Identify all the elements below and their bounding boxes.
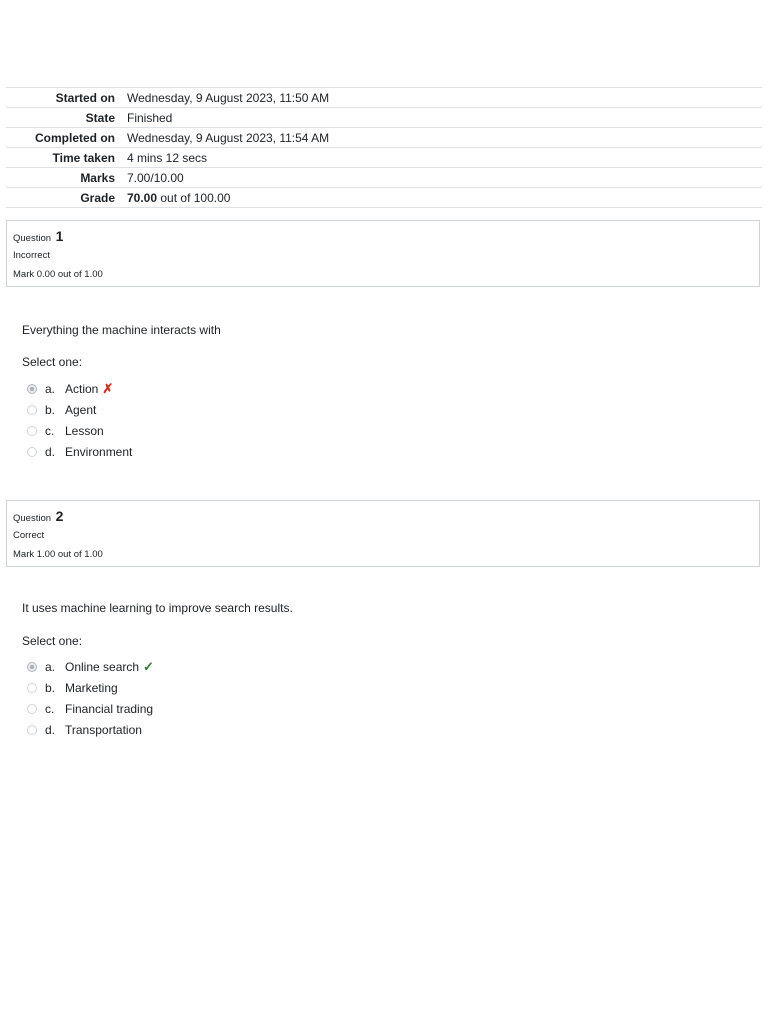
question-number-value: 1: [55, 228, 64, 244]
option-letter: a.: [45, 660, 56, 674]
question-1-prompt: Select one:: [22, 355, 83, 369]
question-2-info: [6, 500, 760, 567]
radio-button[interactable]: [27, 683, 37, 693]
radio-button[interactable]: [27, 405, 37, 415]
question-2-option-b[interactable]: [27, 679, 118, 697]
option-text: Action: [65, 382, 99, 396]
option-letter: b.: [45, 403, 56, 417]
grade-out-of: out of 100.00: [160, 190, 231, 205]
option-letter: d.: [45, 445, 56, 459]
question-1-text: Everything the machine interacts with: [22, 323, 221, 337]
option-text: Transportation: [65, 723, 142, 737]
question-1-info: [6, 220, 760, 287]
summary-row-started: [6, 88, 762, 108]
question-2-option-d[interactable]: [27, 721, 142, 739]
summary-label: Grade: [6, 188, 127, 208]
question-number: [13, 228, 63, 244]
cross-icon: ✗: [102, 381, 114, 396]
radio-button-selected[interactable]: [27, 384, 37, 394]
summary-label: Started on: [6, 88, 127, 108]
summary-value: Wednesday, 9 August 2023, 11:54 AM: [127, 128, 762, 148]
question-1-option-c[interactable]: [27, 422, 104, 440]
question-state: Incorrect: [13, 250, 50, 261]
question-2-option-c[interactable]: [27, 700, 153, 718]
question-1-option-b[interactable]: [27, 401, 96, 419]
question-mark: Mark 0.00 out of 1.00: [13, 269, 103, 280]
summary-value: 7.00/10.00: [127, 168, 762, 188]
question-2-text: It uses machine learning to improve search results.: [22, 601, 293, 615]
radio-button[interactable]: [27, 725, 37, 735]
check-icon: ✓: [143, 659, 154, 674]
summary-label: State: [6, 108, 127, 128]
summary-label: Time taken: [6, 148, 127, 168]
option-text: Environment: [65, 445, 133, 459]
summary-label: Completed on: [6, 128, 127, 148]
summary-row-time-taken: [6, 148, 762, 168]
question-2-prompt: Select one:: [22, 634, 83, 648]
option-text: Financial trading: [65, 702, 154, 716]
question-prefix: Question: [13, 233, 52, 244]
question-1-option-d[interactable]: [27, 443, 132, 461]
option-letter: a.: [45, 382, 56, 396]
attempt-summary-table: [6, 87, 762, 208]
summary-value: 4 mins 12 secs: [127, 148, 762, 168]
radio-button[interactable]: [27, 447, 37, 457]
option-text: Agent: [65, 403, 97, 417]
summary-value: [127, 188, 762, 208]
option-letter: c.: [45, 702, 55, 716]
option-letter: d.: [45, 723, 56, 737]
question-2-option-a[interactable]: [27, 658, 154, 676]
summary-row-grade: [6, 188, 762, 208]
radio-button[interactable]: [27, 704, 37, 714]
radio-button-selected[interactable]: [27, 662, 37, 672]
question-state: Correct: [13, 530, 45, 541]
option-text: Online search: [65, 660, 140, 674]
summary-value: Finished: [127, 108, 762, 128]
question-number-value: 2: [55, 508, 64, 524]
summary-row-marks: [6, 168, 762, 188]
question-mark: Mark 1.00 out of 1.00: [13, 549, 103, 560]
summary-value: Wednesday, 9 August 2023, 11:50 AM: [127, 88, 762, 108]
question-1-option-a[interactable]: [27, 380, 113, 398]
question-number: [13, 508, 63, 524]
grade-value: 70.00: [127, 190, 158, 205]
question-prefix: Question: [13, 513, 52, 524]
option-letter: c.: [45, 424, 55, 438]
summary-row-state: [6, 108, 762, 128]
option-text: Lesson: [65, 424, 104, 438]
summary-label: Marks: [6, 168, 127, 188]
summary-row-completed: [6, 128, 762, 148]
option-text: Marketing: [65, 681, 118, 695]
radio-button[interactable]: [27, 426, 37, 436]
option-letter: b.: [45, 681, 56, 695]
